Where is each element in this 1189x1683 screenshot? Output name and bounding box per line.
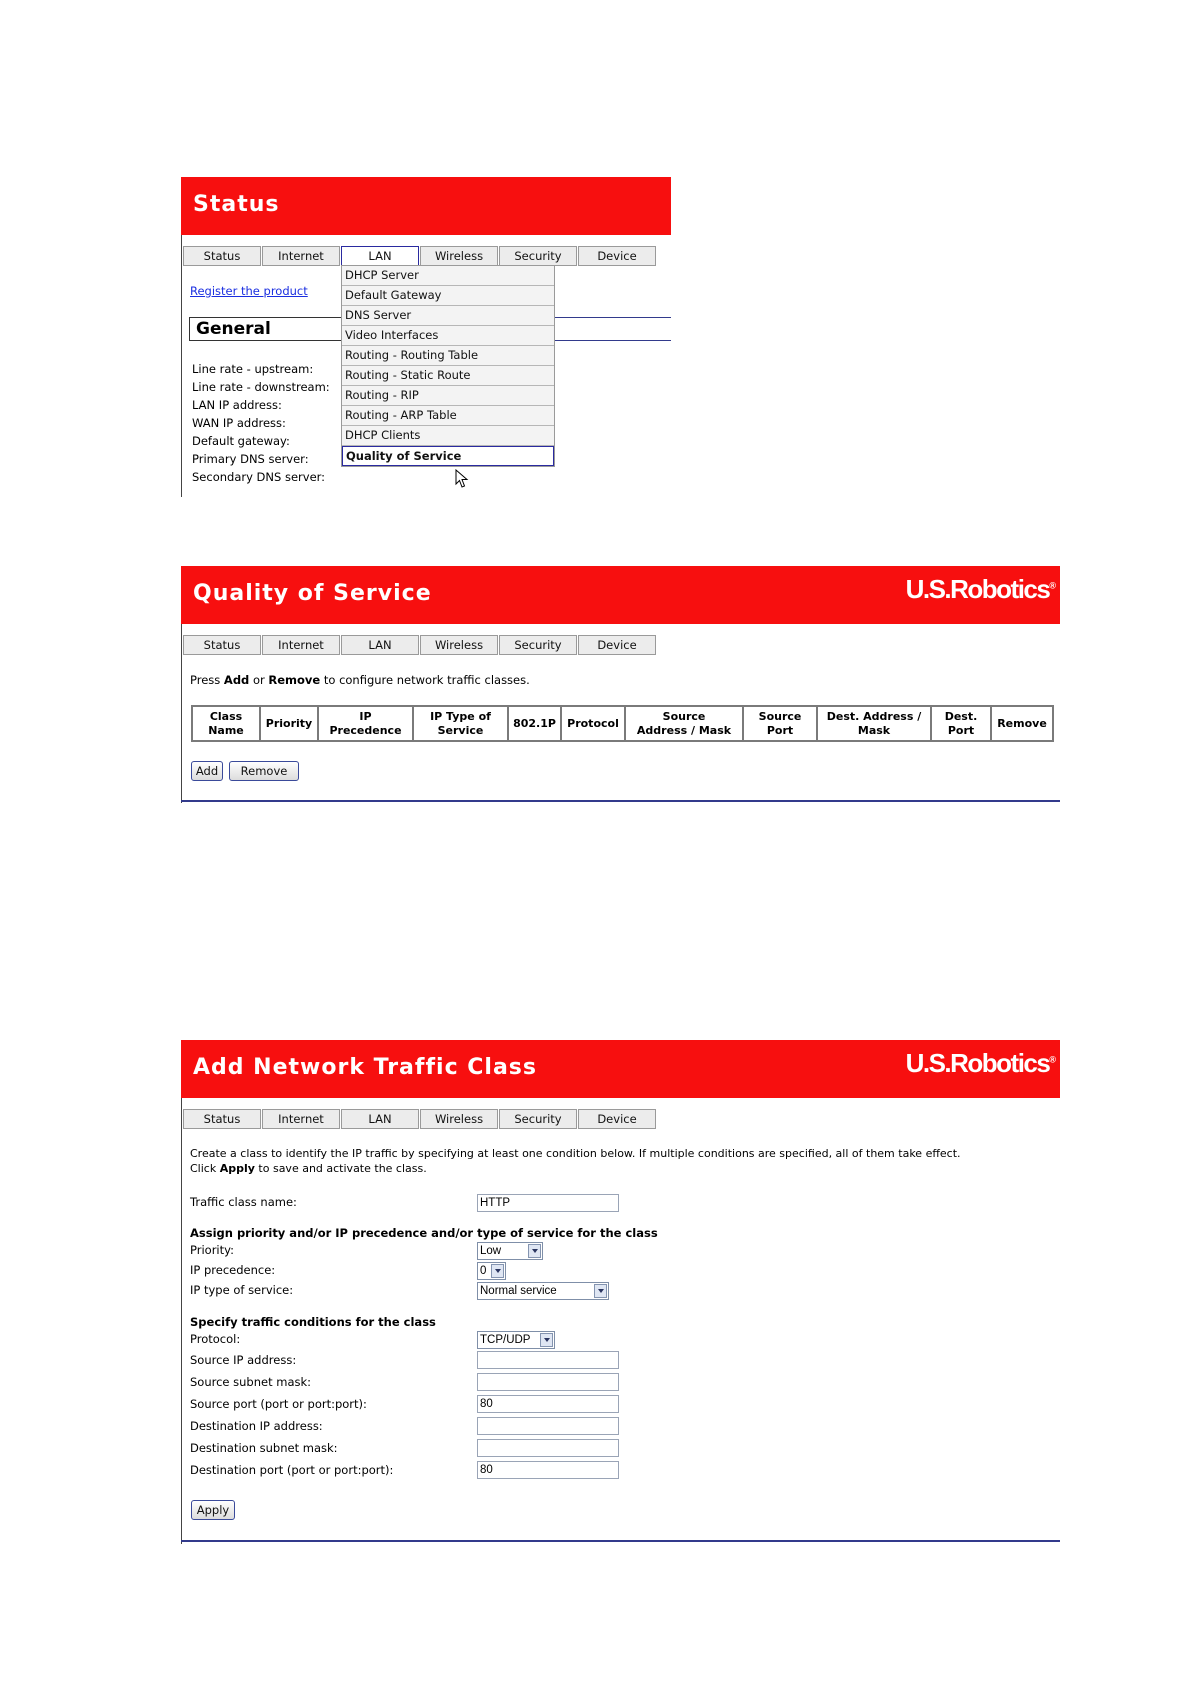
menu-item-default-gateway[interactable]: Default Gateway <box>342 286 554 306</box>
priority-section-heading: Assign priority and/or IP precedence and/or type of service for the class <box>190 1226 658 1240</box>
menu-item-static-route[interactable]: Routing - Static Route <box>342 366 554 386</box>
tab-device[interactable]: Device <box>578 635 656 655</box>
label-secondary-dns: Secondary DNS server: <box>192 470 326 484</box>
qos-banner <box>181 566 1060 624</box>
protocol-select[interactable]: TCP/UDP <box>477 1331 555 1349</box>
menu-item-dhcp-server[interactable]: DHCP Server <box>342 266 554 286</box>
menu-item-routing-rip[interactable]: Routing - RIP <box>342 386 554 406</box>
tab-lan[interactable]: LAN <box>341 1109 419 1129</box>
dest-mask-input[interactable] <box>477 1439 619 1457</box>
class-name-input[interactable]: HTTP <box>477 1194 619 1212</box>
source-ip-label: Source IP address: <box>190 1353 297 1367</box>
tab-status[interactable]: Status <box>183 246 261 266</box>
tab-internet[interactable]: Internet <box>262 246 340 266</box>
source-ip-input[interactable] <box>477 1351 619 1369</box>
tab-security[interactable]: Security <box>499 1109 577 1129</box>
label-default-gateway: Default gateway: <box>192 434 290 448</box>
section-title-general: General <box>189 317 349 341</box>
col-remove: Remove <box>991 706 1053 741</box>
menu-item-arp-table[interactable]: Routing - ARP Table <box>342 406 554 426</box>
tab-status[interactable]: Status <box>183 1109 261 1129</box>
dest-port-label: Destination port (port or port:port): <box>190 1463 394 1477</box>
add-button[interactable]: Add <box>191 761 223 781</box>
description-line-1: Create a class to identify the IP traffic by specifying at least one condition below. If multiple conditions are specified, all of them take effect. <box>190 1147 961 1160</box>
source-mask-label: Source subnet mask: <box>190 1375 312 1389</box>
nav-tabs <box>183 1109 657 1129</box>
tab-security[interactable]: Security <box>499 635 577 655</box>
tab-wireless[interactable]: Wireless <box>420 635 498 655</box>
tab-device[interactable]: Device <box>578 246 656 266</box>
label-line-rate-up: Line rate - upstream: <box>192 362 314 376</box>
conditions-section-heading: Specify traffic conditions for the class <box>190 1315 436 1329</box>
tab-lan[interactable]: LAN <box>341 246 419 266</box>
usrobotics-logo: U.S.Robotics® <box>905 1048 1056 1078</box>
menu-item-quality-of-service[interactable]: Quality of Service <box>342 446 554 466</box>
chevron-down-icon[interactable] <box>528 1244 541 1258</box>
mouse-pointer-icon <box>455 469 469 489</box>
tab-security[interactable]: Security <box>499 246 577 266</box>
col-source-address: Source Address / Mask <box>625 706 743 741</box>
label-wan-ip: WAN IP address: <box>192 416 286 430</box>
nav-tabs <box>183 635 657 655</box>
col-ip-precedence: IP Precedence <box>318 706 413 741</box>
label-primary-dns: Primary DNS server: <box>192 452 309 466</box>
left-border <box>181 624 182 803</box>
page-title: Quality of Service <box>193 581 432 606</box>
ip-precedence-select[interactable]: 0 <box>477 1262 506 1280</box>
tab-status[interactable]: Status <box>183 635 261 655</box>
col-source-port: Source Port <box>743 706 817 741</box>
bottom-divider <box>181 800 1060 802</box>
tab-internet[interactable]: Internet <box>262 1109 340 1129</box>
tab-wireless[interactable]: Wireless <box>420 246 498 266</box>
qos-panel <box>181 566 1060 803</box>
chevron-down-icon[interactable] <box>491 1264 504 1278</box>
left-border <box>181 1098 182 1544</box>
col-priority: Priority <box>260 706 318 741</box>
col-dest-port: Dest. Port <box>931 706 991 741</box>
tab-lan[interactable]: LAN <box>341 635 419 655</box>
bottom-divider <box>181 1540 1060 1542</box>
add-class-panel <box>181 1040 1060 1544</box>
col-8021p: 802.1P <box>508 706 561 741</box>
lan-dropdown-menu <box>341 265 555 467</box>
menu-item-video-interfaces[interactable]: Video Interfaces <box>342 326 554 346</box>
priority-label: Priority: <box>190 1243 234 1257</box>
dest-ip-label: Destination IP address: <box>190 1419 323 1433</box>
col-ip-tos: IP Type of Service <box>413 706 508 741</box>
dest-mask-label: Destination subnet mask: <box>190 1441 338 1455</box>
col-protocol: Protocol <box>561 706 625 741</box>
menu-item-routing-table[interactable]: Routing - Routing Table <box>342 346 554 366</box>
chevron-down-icon[interactable] <box>594 1284 607 1298</box>
source-mask-input[interactable] <box>477 1373 619 1391</box>
table-header-row <box>192 706 1053 741</box>
col-class-name: Class Name <box>192 706 260 741</box>
qos-instructions: Press Add or Remove to configure network traffic classes. <box>190 673 530 687</box>
dest-ip-input[interactable] <box>477 1417 619 1435</box>
class-name-label: Traffic class name: <box>190 1195 297 1209</box>
tab-wireless[interactable]: Wireless <box>420 1109 498 1129</box>
apply-button[interactable]: Apply <box>191 1500 235 1520</box>
status-panel <box>181 177 671 497</box>
register-product-link[interactable]: Register the product <box>190 284 308 298</box>
label-lan-ip: LAN IP address: <box>192 398 282 412</box>
priority-select[interactable]: Low <box>477 1242 543 1260</box>
page-title: Add Network Traffic Class <box>193 1055 537 1080</box>
source-port-input[interactable]: 80 <box>477 1395 619 1413</box>
tab-device[interactable]: Device <box>578 1109 656 1129</box>
nav-tabs <box>183 246 657 266</box>
ip-tos-select[interactable]: Normal service <box>477 1282 609 1300</box>
left-border <box>181 235 182 497</box>
ip-tos-label: IP type of service: <box>190 1283 294 1297</box>
source-port-label: Source port (port or port:port): <box>190 1397 367 1411</box>
status-banner <box>181 177 671 235</box>
menu-item-dhcp-clients[interactable]: DHCP Clients <box>342 426 554 446</box>
page-title: Status <box>193 192 280 217</box>
menu-item-dns-server[interactable]: DNS Server <box>342 306 554 326</box>
protocol-label: Protocol: <box>190 1332 241 1346</box>
traffic-class-table <box>191 705 1054 742</box>
col-dest-address: Dest. Address / Mask <box>817 706 931 741</box>
remove-button[interactable]: Remove <box>229 761 299 781</box>
chevron-down-icon[interactable] <box>540 1333 553 1347</box>
description-line-2: Click Apply to save and activate the class. <box>190 1162 427 1175</box>
label-line-rate-down: Line rate - downstream: <box>192 380 330 394</box>
ip-precedence-label: IP precedence: <box>190 1263 276 1277</box>
usrobotics-logo: U.S.Robotics® <box>905 574 1056 604</box>
add-class-banner <box>181 1040 1060 1098</box>
tab-internet[interactable]: Internet <box>262 635 340 655</box>
dest-port-input[interactable]: 80 <box>477 1461 619 1479</box>
